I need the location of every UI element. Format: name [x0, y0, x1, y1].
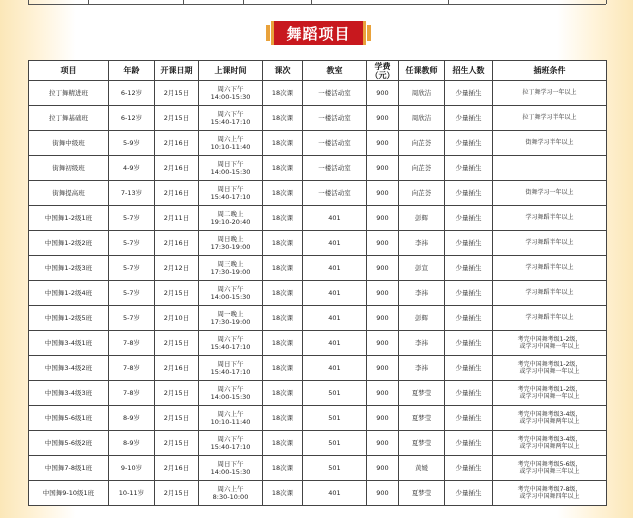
cell-sessions: 18次课 — [263, 381, 303, 406]
cell-sessions: 18次课 — [263, 131, 303, 156]
condition-line1: 考完中国舞考级5-6级， — [517, 460, 582, 468]
cell-project: 街舞初级班 — [29, 156, 109, 181]
cell-room: 401 — [303, 281, 367, 306]
cell-fee: 900 — [367, 181, 399, 206]
cell-condition — [493, 281, 607, 306]
cell-fee: 900 — [367, 331, 399, 356]
cell-sessions: 18次课 — [263, 456, 303, 481]
cell-sessions: 18次课 — [263, 81, 303, 106]
cell-start-date: 2月11日 — [155, 206, 199, 231]
cell-start-date: 2月15日 — [155, 331, 199, 356]
cell-enroll: 少量插生 — [445, 456, 493, 481]
cell-project: 中国舞1-2级5班 — [29, 306, 109, 331]
class-time-day: 周日下午 — [217, 185, 244, 193]
condition-line1: 街舞学习半年以上 — [525, 139, 574, 147]
previous-table-edge — [28, 0, 606, 5]
cell-class-time — [199, 256, 263, 281]
header-fee-line2: （元） — [370, 70, 395, 80]
cell-class-time — [199, 106, 263, 131]
cell-age: 5-7岁 — [109, 256, 155, 281]
condition-line1: 考完中国舞考级1-2级， — [517, 385, 582, 393]
cell-class-time — [199, 456, 263, 481]
cell-sessions: 18次课 — [263, 281, 303, 306]
cell-class-time — [199, 206, 263, 231]
cell-age: 7-13岁 — [109, 181, 155, 206]
condition-line2: 或学习中国舞两年以上 — [519, 418, 580, 425]
cell-age: 5-7岁 — [109, 231, 155, 256]
cell-class-time — [199, 156, 263, 181]
class-time-day: 周六下午 — [217, 110, 244, 118]
cell-start-date: 2月15日 — [155, 281, 199, 306]
cell-age: 8-9岁 — [109, 431, 155, 456]
cell-fee: 900 — [367, 81, 399, 106]
class-time-day: 周日下午 — [217, 160, 244, 168]
cell-start-date: 2月10日 — [155, 306, 199, 331]
cell-condition — [493, 256, 607, 281]
class-time-day: 周一晚上 — [217, 310, 244, 318]
class-time-range: 15:40-17:10 — [210, 193, 251, 201]
section-title: 舞蹈项目 — [286, 24, 351, 43]
header-teacher: 任课教师 — [399, 61, 445, 81]
cell-class-time — [199, 431, 263, 456]
cell-teacher: 李祎 — [399, 231, 445, 256]
cell-project: 中国舞1-2级1班 — [29, 206, 109, 231]
cell-project: 中国舞3-4级2班 — [29, 356, 109, 381]
cell-enroll: 少量插生 — [445, 231, 493, 256]
cell-teacher: 周欣洁 — [399, 81, 445, 106]
class-time-range: 17:30-19:00 — [210, 268, 251, 276]
cell-enroll: 少量插生 — [445, 106, 493, 131]
class-time-range: 15:40-17:10 — [210, 368, 251, 376]
cell-sessions: 18次课 — [263, 231, 303, 256]
table-row — [29, 81, 607, 106]
condition-line1: 学习舞蹈半年以上 — [525, 289, 574, 297]
cell-enroll: 少量插生 — [445, 81, 493, 106]
cell-condition — [493, 456, 607, 481]
cell-start-date: 2月16日 — [155, 156, 199, 181]
header-room: 教室 — [303, 61, 367, 81]
cell-sessions: 18次课 — [263, 256, 303, 281]
condition-line2: 或学习中国舞一年以上 — [519, 343, 580, 350]
cell-sessions: 18次课 — [263, 156, 303, 181]
table-row — [29, 306, 607, 331]
class-time-range: 17:30-19:00 — [210, 243, 251, 251]
cell-teacher: 彭辉 — [399, 306, 445, 331]
cell-start-date: 2月16日 — [155, 456, 199, 481]
table-row — [29, 431, 607, 456]
cell-enroll: 少量插生 — [445, 356, 493, 381]
cell-room: 501 — [303, 431, 367, 456]
cell-fee: 900 — [367, 231, 399, 256]
cell-class-time — [199, 231, 263, 256]
cell-teacher: 夏梦莹 — [399, 431, 445, 456]
condition-line2: 或学习中国舞一年以上 — [519, 368, 580, 375]
class-time-day: 周六下午 — [217, 385, 244, 393]
cell-age: 7-8岁 — [109, 381, 155, 406]
cell-class-time — [199, 331, 263, 356]
cell-condition — [493, 381, 607, 406]
condition-line1: 学习舞蹈半年以上 — [525, 239, 574, 247]
cell-age: 8-9岁 — [109, 406, 155, 431]
cell-enroll: 少量插生 — [445, 131, 493, 156]
cell-teacher: 黄媛 — [399, 456, 445, 481]
cell-class-time — [199, 406, 263, 431]
cell-room: 一楼活动室 — [303, 181, 367, 206]
cell-project: 中国舞9-10级1班 — [29, 481, 109, 506]
cell-fee: 900 — [367, 256, 399, 281]
class-time-day: 周六上午 — [217, 410, 244, 418]
class-time-range: 8:30-10:00 — [212, 493, 249, 501]
cell-class-time — [199, 181, 263, 206]
table-row — [29, 231, 607, 256]
table-row — [29, 156, 607, 181]
cell-enroll: 少量插生 — [445, 156, 493, 181]
table-row — [29, 331, 607, 356]
class-time-range: 19:10-20:40 — [210, 218, 251, 226]
cell-age: 5-9岁 — [109, 131, 155, 156]
cell-teacher: 李祎 — [399, 356, 445, 381]
header-start-date: 开课日期 — [155, 61, 199, 81]
condition-line1: 考完中国舞考级3-4级， — [517, 410, 582, 418]
cell-class-time — [199, 381, 263, 406]
condition-line1: 拉丁舞学习半年以上 — [522, 114, 577, 122]
cell-condition — [493, 356, 607, 381]
cell-enroll: 少量插生 — [445, 281, 493, 306]
cell-condition — [493, 481, 607, 506]
cell-age: 7-8岁 — [109, 331, 155, 356]
cell-fee: 900 — [367, 431, 399, 456]
cell-teacher: 夏梦莹 — [399, 406, 445, 431]
cell-sessions: 18次课 — [263, 481, 303, 506]
condition-line1: 街舞学习一年以上 — [525, 189, 574, 197]
class-time-range: 10:10-11:40 — [210, 418, 251, 426]
cell-start-date: 2月16日 — [155, 181, 199, 206]
cell-teacher: 李祎 — [399, 281, 445, 306]
cell-sessions: 18次课 — [263, 406, 303, 431]
class-time-range: 15:40-17:10 — [210, 343, 251, 351]
cell-project: 街舞提高班 — [29, 181, 109, 206]
header-class-time: 上课时间 — [199, 61, 263, 81]
condition-line1: 考完中国舞考级3-4级， — [517, 435, 582, 443]
header-condition: 插班条件 — [493, 61, 607, 81]
cell-sessions: 18次课 — [263, 306, 303, 331]
cell-teacher: 夏梦莹 — [399, 381, 445, 406]
cell-teacher: 夏梦莹 — [399, 481, 445, 506]
cell-age: 5-7岁 — [109, 206, 155, 231]
header-sessions: 课次 — [263, 61, 303, 81]
cell-teacher: 李祎 — [399, 331, 445, 356]
table-row — [29, 381, 607, 406]
cell-enroll: 少量插生 — [445, 306, 493, 331]
table-row — [29, 106, 607, 131]
cell-condition — [493, 331, 607, 356]
cell-fee: 900 — [367, 481, 399, 506]
class-time-range: 10:10-11:40 — [210, 143, 251, 151]
cell-condition — [493, 131, 607, 156]
cell-condition — [493, 231, 607, 256]
class-time-day: 周六下午 — [217, 335, 244, 343]
condition-line1: 学习舞蹈半年以上 — [525, 264, 574, 272]
class-time-day: 周三晚上 — [217, 260, 244, 268]
table-row — [29, 356, 607, 381]
cell-room: 401 — [303, 356, 367, 381]
cell-teacher: 彭宣 — [399, 256, 445, 281]
cell-sessions: 18次课 — [263, 431, 303, 456]
cell-age: 5-7岁 — [109, 281, 155, 306]
cell-room: 401 — [303, 206, 367, 231]
cell-fee: 900 — [367, 106, 399, 131]
cell-sessions: 18次课 — [263, 331, 303, 356]
cell-room: 501 — [303, 406, 367, 431]
cell-class-time — [199, 481, 263, 506]
cell-class-time — [199, 306, 263, 331]
table-row — [29, 481, 607, 506]
cell-sessions: 18次课 — [263, 206, 303, 231]
class-time-day: 周六上午 — [217, 485, 244, 493]
cell-room: 401 — [303, 481, 367, 506]
cell-start-date: 2月15日 — [155, 481, 199, 506]
header-fee-line1: 学费 — [374, 61, 391, 71]
cell-start-date: 2月15日 — [155, 431, 199, 456]
cell-room: 501 — [303, 456, 367, 481]
class-time-day: 周日晚上 — [217, 235, 244, 243]
cell-condition — [493, 181, 607, 206]
cell-age: 5-7岁 — [109, 306, 155, 331]
cell-teacher: 彭辉 — [399, 206, 445, 231]
cell-age: 4-9岁 — [109, 156, 155, 181]
condition-line1: 考完中国舞考级1-2级， — [517, 335, 582, 343]
cell-project: 中国舞7-8级1班 — [29, 456, 109, 481]
cell-room: 401 — [303, 306, 367, 331]
table-row — [29, 181, 607, 206]
cell-sessions: 18次课 — [263, 356, 303, 381]
section-title-banner — [274, 21, 363, 45]
class-time-range: 14:00-15:30 — [210, 393, 251, 401]
cell-class-time — [199, 81, 263, 106]
cell-fee: 900 — [367, 156, 399, 181]
table-row — [29, 256, 607, 281]
cell-room: 401 — [303, 231, 367, 256]
cell-project: 中国舞5-6级1班 — [29, 406, 109, 431]
cell-project: 中国舞1-2级3班 — [29, 256, 109, 281]
cell-condition — [493, 306, 607, 331]
cell-room: 一楼活动室 — [303, 81, 367, 106]
cell-start-date: 2月15日 — [155, 106, 199, 131]
cell-project: 拉丁舞基础班 — [29, 106, 109, 131]
cell-fee: 900 — [367, 381, 399, 406]
cell-teacher: 向芷荟 — [399, 131, 445, 156]
cell-class-time — [199, 281, 263, 306]
cell-fee: 900 — [367, 356, 399, 381]
table-row — [29, 406, 607, 431]
header-fee — [367, 61, 399, 81]
cell-condition — [493, 406, 607, 431]
cell-fee: 900 — [367, 281, 399, 306]
table-row — [29, 281, 607, 306]
cell-project: 拉丁舞精进班 — [29, 81, 109, 106]
cell-enroll: 少量插生 — [445, 406, 493, 431]
class-time-day: 周日下午 — [217, 460, 244, 468]
class-time-range: 15:40-17:10 — [210, 118, 251, 126]
cell-enroll: 少量插生 — [445, 181, 493, 206]
cell-age: 7-8岁 — [109, 356, 155, 381]
cell-room: 401 — [303, 256, 367, 281]
class-time-day: 周日下午 — [217, 360, 244, 368]
condition-line1: 学习舞蹈半年以上 — [525, 214, 574, 222]
condition-line2: 或学习中国舞四年以上 — [519, 493, 580, 500]
class-time-day: 周六上午 — [217, 135, 244, 143]
cell-start-date: 2月15日 — [155, 406, 199, 431]
cell-age: 9-10岁 — [109, 456, 155, 481]
cell-teacher: 向芷荟 — [399, 181, 445, 206]
cell-teacher: 周欣洁 — [399, 106, 445, 131]
cell-room: 401 — [303, 331, 367, 356]
cell-fee: 900 — [367, 206, 399, 231]
cell-room: 一楼活动室 — [303, 106, 367, 131]
cell-start-date: 2月16日 — [155, 356, 199, 381]
dance-schedule-table — [28, 60, 607, 506]
cell-project: 中国舞1-2级2班 — [29, 231, 109, 256]
table-row — [29, 456, 607, 481]
cell-class-time — [199, 131, 263, 156]
condition-line2: 或学习中国舞两年以上 — [519, 443, 580, 450]
cell-teacher: 向芷荟 — [399, 156, 445, 181]
class-time-range: 14:00-15:30 — [210, 468, 251, 476]
class-time-range: 14:00-15:30 — [210, 168, 251, 176]
cell-room: 501 — [303, 381, 367, 406]
cell-enroll: 少量插生 — [445, 481, 493, 506]
cell-start-date: 2月16日 — [155, 231, 199, 256]
cell-enroll: 少量插生 — [445, 431, 493, 456]
class-time-range: 14:00-15:30 — [210, 93, 251, 101]
cell-sessions: 18次课 — [263, 181, 303, 206]
cell-enroll: 少量插生 — [445, 256, 493, 281]
table-header-row — [29, 61, 607, 81]
cell-room: 一楼活动室 — [303, 156, 367, 181]
class-time-day: 周六下午 — [217, 435, 244, 443]
cell-start-date: 2月12日 — [155, 256, 199, 281]
cell-enroll: 少量插生 — [445, 331, 493, 356]
condition-line1: 学习舞蹈半年以上 — [525, 314, 574, 322]
header-enroll: 招生人数 — [445, 61, 493, 81]
cell-fee: 900 — [367, 131, 399, 156]
cell-age: 10-11岁 — [109, 481, 155, 506]
cell-age: 6-12岁 — [109, 106, 155, 131]
condition-line1: 考完中国舞考级7-8级， — [517, 485, 582, 493]
cell-project: 中国舞5-6级2班 — [29, 431, 109, 456]
class-time-range: 15:40-17:10 — [210, 443, 251, 451]
cell-fee: 900 — [367, 306, 399, 331]
class-time-range: 14:00-15:30 — [210, 293, 251, 301]
cell-project: 街舞中级班 — [29, 131, 109, 156]
cell-project: 中国舞3-4级3班 — [29, 381, 109, 406]
cell-start-date: 2月16日 — [155, 131, 199, 156]
cell-project: 中国舞1-2级4班 — [29, 281, 109, 306]
cell-room: 一楼活动室 — [303, 131, 367, 156]
cell-condition — [493, 156, 607, 181]
condition-line1: 拉丁舞学习一年以上 — [522, 89, 577, 97]
cell-class-time — [199, 356, 263, 381]
cell-age: 6-12岁 — [109, 81, 155, 106]
class-time-day: 周二晚上 — [217, 210, 244, 218]
table-row — [29, 206, 607, 231]
header-project: 项目 — [29, 61, 109, 81]
condition-line1: 考完中国舞考级1-2级， — [517, 360, 582, 368]
cell-sessions: 18次课 — [263, 106, 303, 131]
cell-enroll: 少量插生 — [445, 381, 493, 406]
cell-project: 中国舞3-4级1班 — [29, 331, 109, 356]
condition-line2: 或学习中国舞一年以上 — [519, 393, 580, 400]
cell-enroll: 少量插生 — [445, 206, 493, 231]
cell-start-date: 2月15日 — [155, 381, 199, 406]
condition-line2: 或学习中国舞三年以上 — [519, 468, 580, 475]
cell-fee: 900 — [367, 406, 399, 431]
class-time-range: 17:30-19:00 — [210, 318, 251, 326]
cell-fee: 900 — [367, 456, 399, 481]
cell-condition — [493, 106, 607, 131]
cell-condition — [493, 206, 607, 231]
class-time-day: 周六下午 — [217, 85, 244, 93]
cell-condition — [493, 431, 607, 456]
class-time-day: 周六下午 — [217, 285, 244, 293]
cell-start-date: 2月15日 — [155, 81, 199, 106]
table-row — [29, 131, 607, 156]
cell-condition — [493, 81, 607, 106]
header-age: 年龄 — [109, 61, 155, 81]
